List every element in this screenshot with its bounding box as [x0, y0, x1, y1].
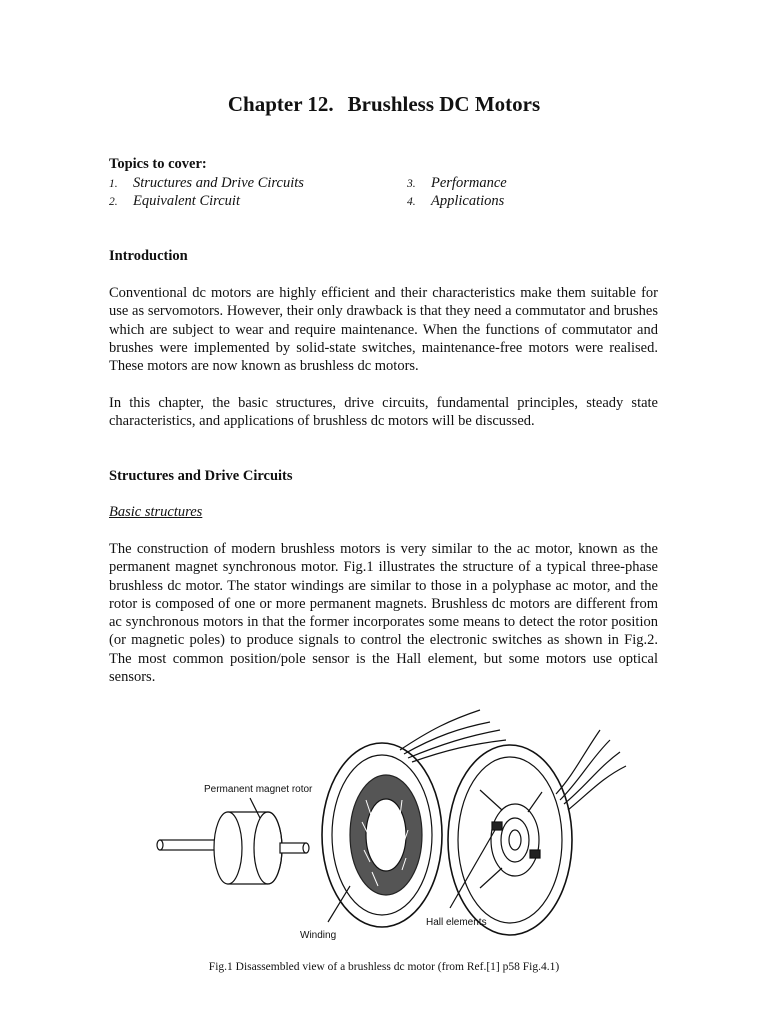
topic-number: 2. [109, 196, 118, 208]
motor-figure [150, 700, 630, 950]
introduction-paragraph-1: Conventional dc motors are highly efficient and their characteristics make them suitable for use as servomotors. However, their only drawback is that they need a commutator and brushes which are subject to wear and require maintenance. When the functions of commutator and brushes were implemented by solid-state switches, maintenance-free motors were realised. These motors are now known as brushless dc motors. [109, 285, 658, 375]
chapter-title [0, 92, 768, 117]
topic-number: 4. [407, 196, 416, 208]
topics-heading: Topics to cover: [109, 156, 207, 172]
topic-item [109, 193, 240, 210]
basic-structures-subheading: Basic structures [109, 504, 203, 520]
topic-label: Performance [431, 175, 507, 191]
topic-number: 3. [407, 178, 416, 190]
chapter-name: Brushless DC Motors [347, 92, 541, 116]
winding-label: Winding [300, 930, 337, 941]
topic-item [407, 193, 504, 210]
chapter-number: Chapter 12. [227, 92, 334, 116]
introduction-heading: Introduction [109, 248, 188, 264]
topic-number: 1. [109, 178, 118, 190]
topic-label: Equivalent Circuit [133, 193, 240, 209]
rotor-label: Permanent magnet rotor [204, 784, 313, 795]
figure-caption: Fig.1 Disassembled view of a brushless dc motor (from Ref.[1] p58 Fig.4.1) [208, 961, 560, 973]
motor-illustration [150, 700, 630, 950]
topic-label: Applications [431, 193, 505, 209]
structures-paragraph-1: The construction of modern brushless motors is very similar to the ac motor, known as the permanent magnet synchronous motor. Fig.1 illustrates the structure of a typical three-phase brushless dc motor. The stator windings are similar to those in a polyphase ac motor, and the rotor is composed of one or more permanent magnets. Brushless dc motors are different from ac synchronous motors in that the former incorporates some means to detect the rotor position (or magnetic poles) to produce signals to control the electronic switches as shown in Fig.2. The most common position/pole sensor is the Hall element, but some motors use optical sensors. [109, 541, 658, 686]
topic-item [109, 175, 304, 192]
topic-label: Structures and Drive Circuits [133, 175, 304, 191]
introduction-paragraph-2: In this chapter, the basic structures, drive circuits, fundamental principles, steady state characteristics, and applications of brushless dc motors will be discussed. [109, 395, 658, 430]
structures-heading: Structures and Drive Circuits [109, 468, 293, 484]
hall-elements-label: Hall elements [426, 917, 487, 928]
topic-item [407, 175, 507, 192]
